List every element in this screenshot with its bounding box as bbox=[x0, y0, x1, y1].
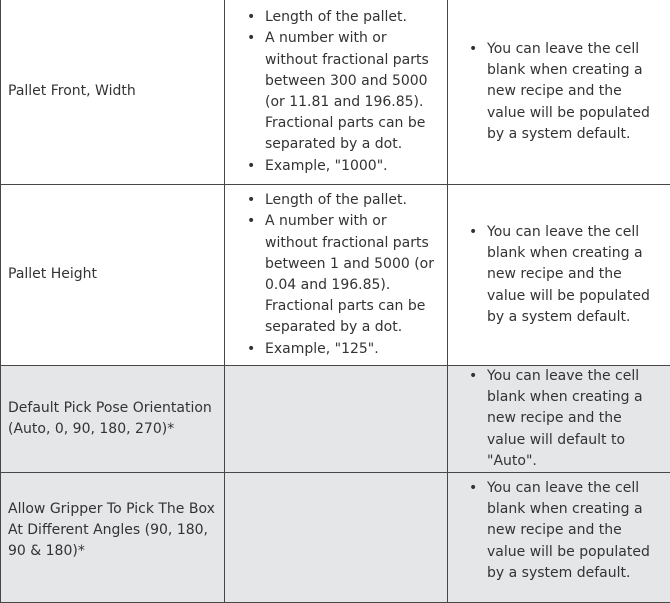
table-row bbox=[1, 473, 670, 603]
description-list bbox=[225, 190, 447, 360]
description-cell bbox=[225, 473, 448, 603]
description-cell bbox=[225, 185, 448, 366]
description-cell bbox=[225, 366, 448, 473]
notes-list bbox=[448, 222, 670, 328]
description-item: • Length of the pallet. bbox=[225, 7, 447, 28]
parameter-name: Pallet Height bbox=[8, 266, 97, 282]
table-row bbox=[1, 0, 670, 185]
notes-item: • You can leave the cell blank when creating a new recipe and the value will be populated by a system default. bbox=[448, 222, 670, 328]
parameter-name-cell bbox=[1, 366, 225, 473]
notes-list bbox=[448, 478, 670, 584]
description-item: • Example, "125". bbox=[225, 339, 447, 360]
parameter-name: Pallet Front, Width bbox=[8, 83, 136, 99]
notes-item: • You can leave the cell blank when creating a new recipe and the value will default to "Auto". bbox=[448, 366, 670, 472]
notes-cell bbox=[448, 366, 670, 473]
description-list bbox=[225, 7, 447, 177]
parameter-name-cell bbox=[1, 0, 225, 185]
parameter-name: Default Pick Pose Orientation (Auto, 0, 90, 180, 270)* bbox=[8, 400, 212, 437]
parameter-name-cell bbox=[1, 185, 225, 366]
parameter-name: Allow Gripper To Pick The Box At Different Angles (90, 180, 90 & 180)* bbox=[8, 501, 215, 559]
description-item: • A number with or without fractional parts between 1 and 5000 (or 0.04 and 196.85). Fractional parts can be separated by a dot. bbox=[225, 211, 447, 338]
notes-list bbox=[448, 366, 670, 472]
description-item: • A number with or without fractional parts between 300 and 5000 (or 11.81 and 196.85). Fractional parts can be separated by a dot. bbox=[225, 28, 447, 155]
notes-item: • You can leave the cell blank when creating a new recipe and the value will be populated by a system default. bbox=[448, 39, 670, 145]
notes-list bbox=[448, 39, 670, 145]
description-item: • Length of the pallet. bbox=[225, 190, 447, 211]
notes-item: • You can leave the cell blank when creating a new recipe and the value will be populated by a system default. bbox=[448, 478, 670, 584]
notes-cell bbox=[448, 185, 670, 366]
table-row bbox=[1, 185, 670, 366]
description-cell bbox=[225, 0, 448, 185]
notes-cell bbox=[448, 0, 670, 185]
parameter-name-cell bbox=[1, 473, 225, 603]
notes-cell bbox=[448, 473, 670, 603]
table-row bbox=[1, 366, 670, 473]
description-item: • Example, "1000". bbox=[225, 156, 447, 177]
